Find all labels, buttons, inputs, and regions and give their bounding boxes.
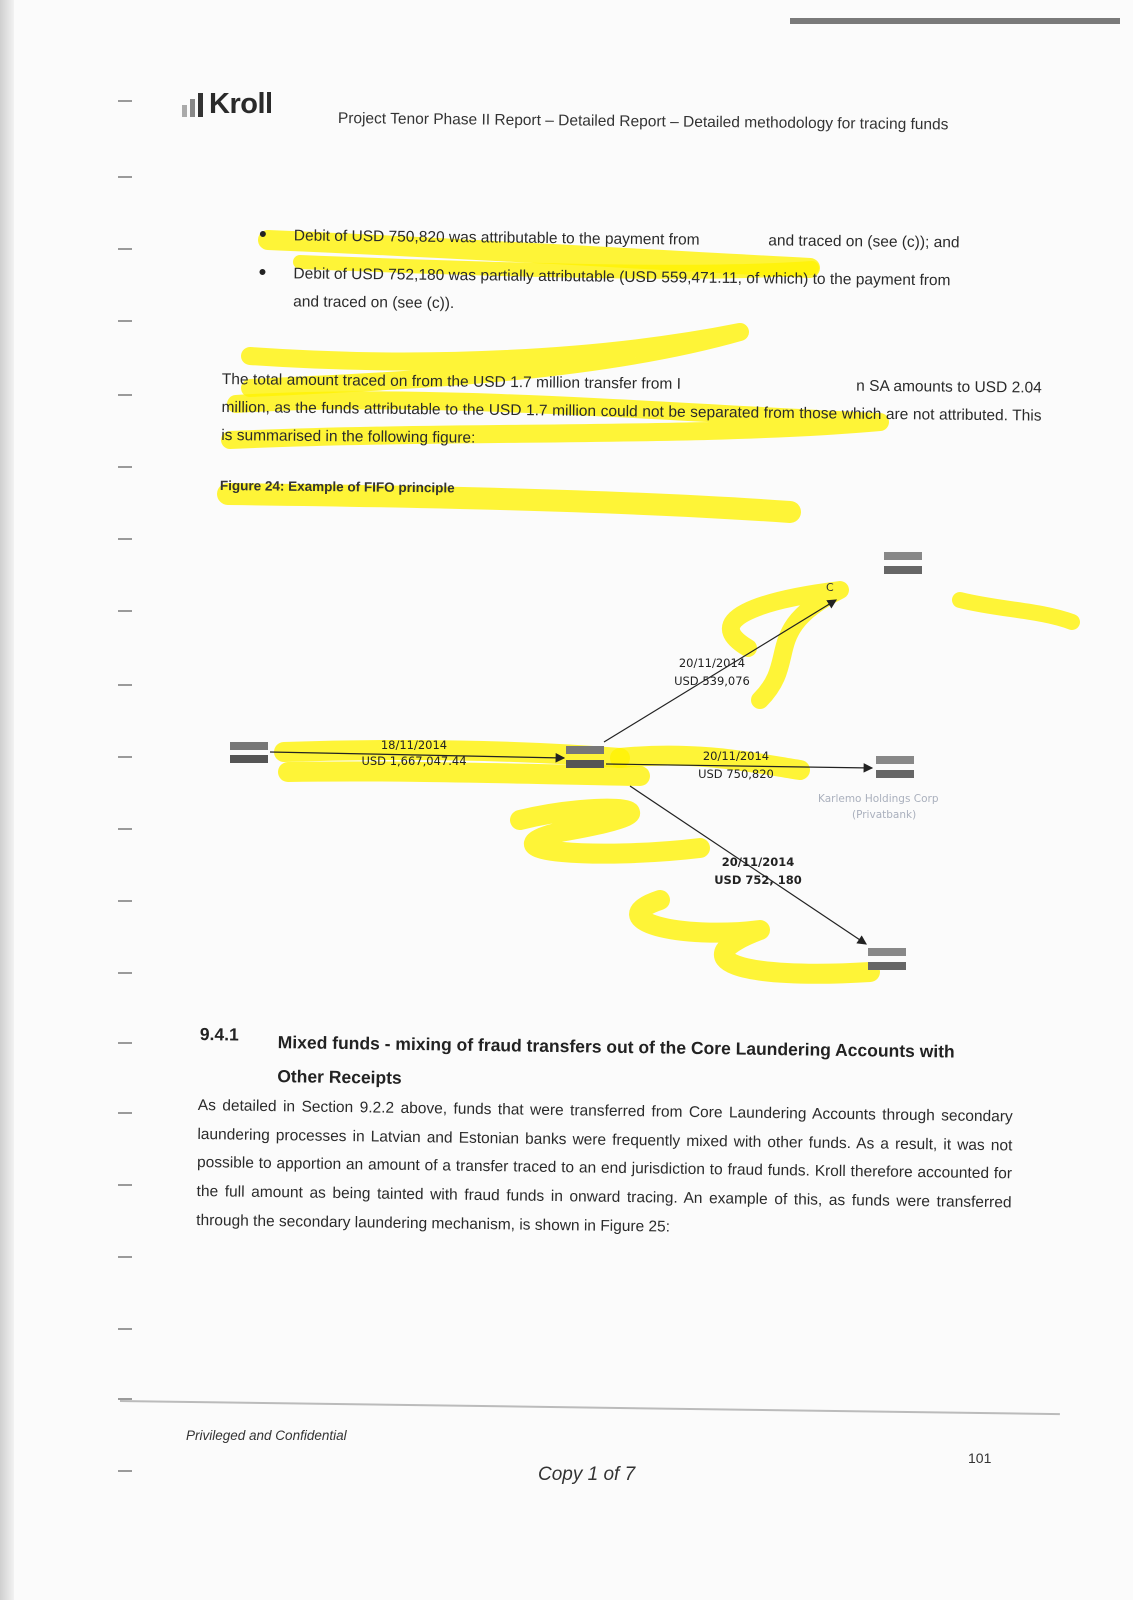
transfer-date: 20/11/2014: [678, 656, 746, 670]
confidential-label: Privileged and Confidential: [186, 1428, 347, 1443]
section-number: 9.4.1: [199, 1024, 239, 1045]
bullet-text: and traced on (see (c)).: [293, 293, 455, 312]
transfer-date: 20/11/2014: [721, 855, 795, 869]
bullet-text: and traced on (see (c)); and: [768, 232, 960, 252]
node-label: C: [826, 581, 834, 594]
node-label: Karlemo Holdings Corp: [818, 793, 939, 805]
transfer-date: 20/11/2014: [702, 749, 770, 763]
transfer-amount: USD 539,076: [674, 674, 750, 688]
figure-caption: Figure 24: Example of FIFO principle: [219, 478, 455, 496]
right-node-icon: [876, 756, 914, 778]
transfer-amount: USD 750,820: [698, 767, 774, 781]
report-title: Project Tenor Phase II Report – Detailed Report – Detailed methodology for tracing funds: [337, 110, 949, 134]
bullet-text: Debit of USD 750,820 was attributable to the payment from: [293, 227, 705, 249]
page-number: 101: [968, 1450, 992, 1466]
transfer-amount: USD 1,667,047.44: [361, 754, 467, 768]
bullet-text: Debit of USD 752,180 was partially attributable (USD 559,471.11, of which) to the payment from: [293, 265, 951, 290]
paragraph: The total amount traced on from the USD 1.7 million transfer from I n SA amounts to USD 2.04 million, as the funds attributable to the USD 1.7 million could not be separated from those which are not attributed. This is summarised in the following figure:: [221, 370, 1047, 447]
source-node-icon: [230, 742, 268, 763]
transfer-date: 18/11/2014: [380, 738, 448, 752]
bottom-right-node-icon: [868, 948, 906, 970]
hub-node-icon: [566, 746, 604, 768]
arrow-539076: [604, 600, 836, 742]
node-label: (Privatbank): [852, 809, 917, 821]
logo-text: Kroll: [209, 88, 273, 120]
paragraph: As detailed in Section 9.2.2 above, funds that were transferred from Core Laundering Accounts through secondary laundering processes in Latvian and Estonian banks were frequently mixed with other funds. As a result, it was not possible to apportion an amount of a transfer traced to an end jurisdiction to fraud funds. Kroll therefore accounted for the full amount as being tainted with fraud funds in onward tracing. An example of this, as funds were transferred through the secondary laundering mechanism, is shown in Figure 25:: [196, 1096, 1013, 1236]
copy-label: Copy 1 of 7: [538, 1464, 636, 1485]
top-right-node-icon: [884, 552, 922, 574]
transfer-amount: USD 752, 180: [714, 873, 802, 887]
section-title: Mixed funds - mixing of fraud transfers out of the Core Laundering Accounts with Other Receipts: [277, 1032, 955, 1088]
